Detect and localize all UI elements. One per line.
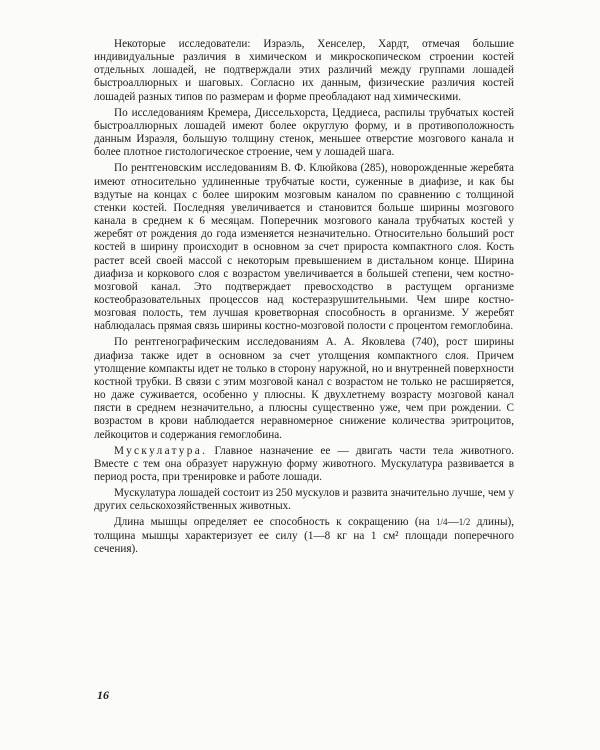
paragraph-5-text: Главное назначение ее — двигать части тела животного. Вместе с тем она образует наружную форму животного. Мускулатура развивается в период роста, при тренировке и работе лошади. (94, 444, 514, 483)
paragraph-4: По рентгенографическим исследованиям А. А. Яковлева (740), рост ширины диафиза также идет в основном за счет утолщения компактного слоя. Причем утолщение компакты идет не только в сторону наружной, но и внутренней поверхности костной трубки. В связи с этим мозговой канал с возрастом не только не расширяется, но даже суживается, особенно у плюсны. К двухлетнему возрасту мозговой канал пясти в среднем незначительно, а плюсны существенно уже, чем при рождении. С возрастом в крови наблюдается неравномерное снижение количества эритроцитов, лейкоцитов и содержания гемоглобина. (94, 336, 514, 441)
paragraph-5 (94, 445, 514, 484)
fraction-half: 1/2 (458, 517, 471, 528)
paragraph-3: По рентгеновским исследованиям В. Ф. Клюйкова (285), новорожденные жеребята имеют относительно удлиненные трубчатые кости, суженные в диафизе, и как бы вздутые на концах с более широким мозговым каналом по сравнению с толщиной стенки костей. Последняя увеличивается и становится больше ширины мозгового канала в среднем к 6 месяцам. Поперечник мозгового канала трубчатых костей у жеребят от рождения до года изменяется незначительно. Относительно больший рост костей в ширину происходит в основном за счет прироста компактного слоя. Кость растет всей своей массой с некоторым превышением в дистальном конце. Ширина диафиза и коркового слоя с возрастом увеличивается в большей степени, чем костно-мозговой канал. Это подтверждает превосходство в растущем организме костеобразовательных процессов над костеразрушительными. Чем шире костно-мозговая полость, тем лучшая кроветворная способность в организме. У жеребят наблюдалась прямая связь ширины костно-мозговой полости с процентом гемоглобина. (94, 162, 514, 333)
paragraph-2: По исследованиям Кремера, Диссельхорста, Цеддиеса, распилы трубчатых костей быстроаллюрных лошадей имеют более округлую форму, и в противоположность данным Израэля, большую толщину стенок, меньшее отверстие мозгового канала и более плотное гистологическое строение, чем у лошадей шага. (94, 106, 514, 159)
fraction-dash: — (447, 516, 459, 529)
section-heading-musculature: Мускулатура. (114, 444, 208, 457)
paragraph-7 (94, 516, 514, 555)
paragraph-6: Мускулатура лошадей состоит из 250 мускулов и развита значительно лучше, чем у других сельскохозяйственных животных. (94, 487, 514, 513)
fraction-quarter: 1/4 (436, 517, 448, 528)
paragraph-7-text-b: длины), толщина мышцы характеризует ее силу (1—8 кг на 1 см² площади поперечного сечения). (94, 516, 514, 555)
paragraph-7-text-a: Длина мышцы определяет ее способность к сокращению (на (114, 516, 437, 529)
page-body (94, 38, 514, 559)
paragraph-1: Некоторые исследователи: Израэль, Хенселер, Хардт, отмечая большие индивидуальные различия в химическом и микроскопическом строении костей отдельных лошадей, не подтверждали этих различий между группами лошадей быстроаллюрных и шаговых. Согласно их данным, физические различия костей лошадей разных типов по размерам и форме преобладают над химическими. (94, 38, 514, 103)
page-number: 16 (97, 688, 109, 702)
